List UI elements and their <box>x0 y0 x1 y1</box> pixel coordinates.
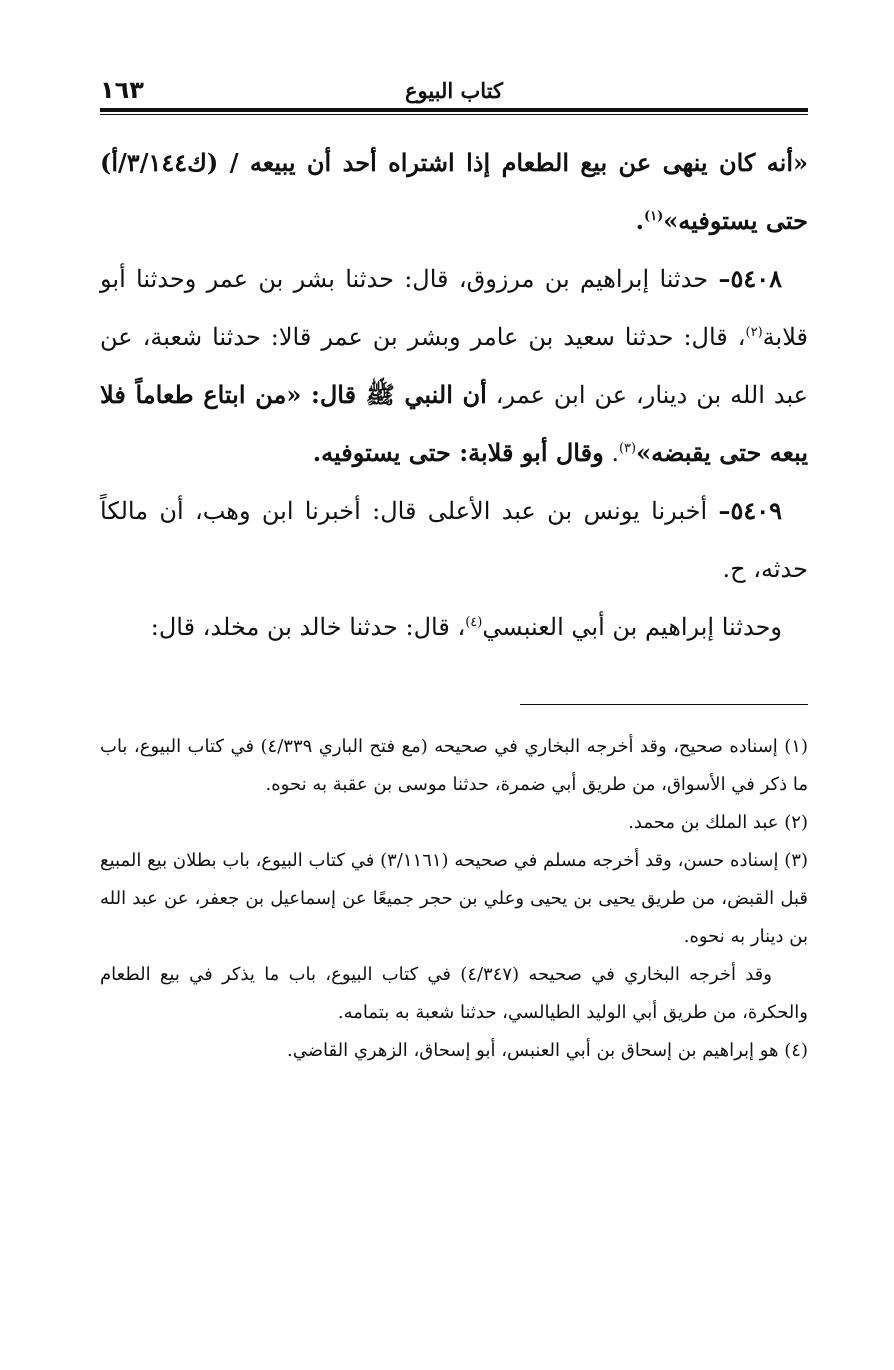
footnote-3: (٣) إسناده حسن، وقد أخرجه مسلم في صحيحه (٣/١١٦١) في كتاب البيوع، باب بطلان بيع المبيع قبل القبض، من طريق يحيى بن يحيى وعلي بن حجر جميعًا عن إسماعيل بن جعفر، عن عبد الله بن دينار به نحوه. <box>100 850 808 947</box>
matn-text: أن النبي ﷺ قال: «من ابتاع طعاماً فلا يبعه حتى يقبضه» <box>100 380 808 467</box>
punctuation: . <box>603 439 619 467</box>
hadith-5408 <box>100 250 808 482</box>
page-number: ١٦٣ <box>100 76 144 104</box>
paragraph-continued <box>100 134 808 250</box>
footnote-ref: (٤) <box>465 615 483 630</box>
isnad-text: حدثنا إبراهيم بن مرزوق، قال: حدثنا بشر بن عمر وحدثنا أبو قلابة <box>100 265 808 351</box>
footnote-ref: (٢) <box>745 325 763 340</box>
footnote-4: (٤) هو إبراهيم بن إسحاق بن أبي العنبس، أبو إسحاق، الزهري القاضي. <box>287 1040 808 1061</box>
paragraph <box>100 598 808 656</box>
hadith-5409 <box>100 482 808 598</box>
hadith-text: «أنه كان ينهى عن بيع الطعام إذا اشتراه أحد أن يبيعه / (ك٣/١٤٤/أ) حتى يستوفيه» <box>100 148 808 235</box>
isnad-text: ، قال: حدثنا سعيد بن عامر وبشر بن عمر قالا: حدثنا شعبة، عن عبد الله بن دينار، عن ابن عمر، <box>100 323 809 409</box>
matn-text: وقال أبو قلابة: حتى يستوفيه. <box>312 438 604 467</box>
header-rule-thin <box>100 114 808 115</box>
isnad-text: وحدثنا إبراهيم بن أبي العنبسي <box>482 613 782 641</box>
isnad-text: ، قال: حدثنا خالد بن مخلد، قال: <box>150 613 466 641</box>
header-rule-thick <box>100 108 808 112</box>
footnote-separator <box>520 704 808 705</box>
isnad-text: أخبرنا يونس بن عبد الأعلى قال: أخبرنا ابن وهب، أن مالكاً حدثه، ح. <box>100 497 808 583</box>
punctuation: . <box>635 206 644 235</box>
main-text <box>100 134 808 656</box>
hadith-number: ٥٤٠٩– <box>718 496 782 525</box>
footnotes <box>100 728 808 1070</box>
footnote-ref: (١) <box>643 209 664 224</box>
footnote-1: (١) إسناده صحيح، وقد أخرجه البخاري في صحيحه (مع فتح الباري ٤/٣٣٩) في كتاب البيوع، باب ما ذكر في الأسواق، من طريق أبي ضمرة، حدثنا موسى بن عقبة به نحوه. <box>100 736 808 795</box>
footnote-3-continued: وقد أخرجه البخاري في صحيحه (٤/٣٤٧) في كتاب البيوع، باب ما يذكر في بيع الطعام والحكرة، من طريق أبي الوليد الطيالسي، حدثنا شعبة به بتمامه. <box>100 964 808 1023</box>
book-title: كتاب البيوع <box>404 78 504 103</box>
footnote-2: (٢) عبد الملك بن محمد. <box>628 812 808 833</box>
hadith-number: ٥٤٠٨– <box>718 264 782 293</box>
footnote-ref: (٣) <box>618 441 637 456</box>
